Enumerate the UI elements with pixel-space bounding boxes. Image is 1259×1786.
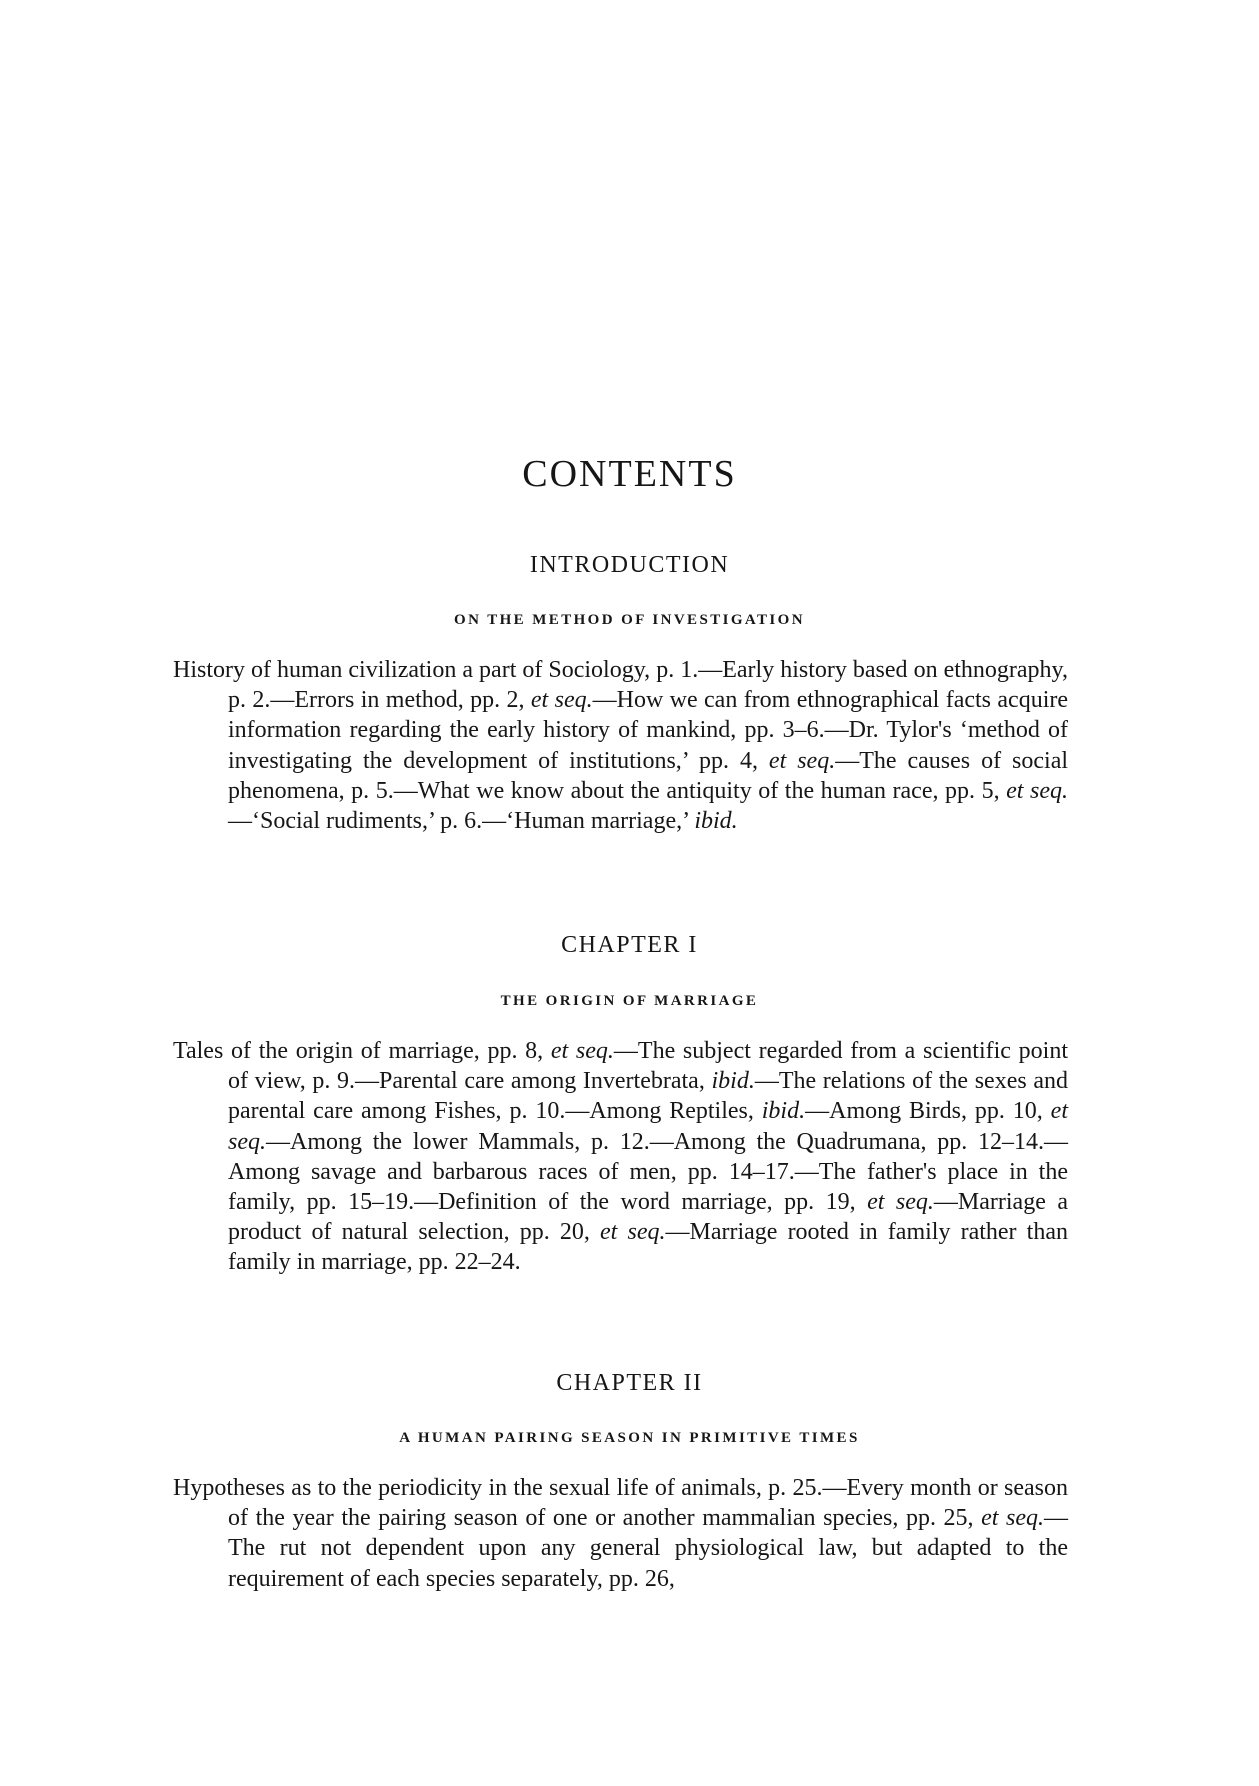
section-summary-chapter-2 (173, 1473, 1068, 1594)
summary-text: —The relations of the sexes and parental care among Fishes, p. 10.—Among Reptiles, (228, 1068, 1068, 1125)
italic-abbreviation: et seq. (228, 1098, 1068, 1155)
summary-text: —The rut not dependent upon any general physiological law, but adapted to the requirement of each species separately, pp. 26, (228, 1505, 1068, 1592)
italic-abbreviation: et seq. (768, 747, 836, 774)
summary-text: —Among the lower Mammals, p. 12.—Among the Quadrumana, pp. 12–14.—Among savage and barbarous races of men, pp. 14–17.—The father's place in the family, pp. 15–19.—Definition of the word marriage, pp. 19, (228, 1128, 1068, 1216)
summary-text: History of human civilization a part of Sociology, p. 1.—Early history based on ethnography, p. 2.—Errors in method, pp. 2, (173, 657, 1068, 714)
section-summary-introduction (173, 655, 1068, 836)
summary-text: —The causes of social phenomena, p. 5.—What we know about the antiquity of the human race, pp. 5, (228, 747, 1069, 804)
summary-text: —Among Birds, pp. 10, (805, 1098, 1051, 1125)
italic-abbreviation: et seq. (600, 1219, 666, 1246)
section-subheading-chapter-2: A HUMAN PAIRING SEASON IN PRIMITIVE TIMES (399, 1430, 860, 1446)
italic-abbreviation: ibid. (711, 1068, 755, 1095)
italic-abbreviation: et seq. (1006, 777, 1069, 804)
section-heading-introduction: INTRODUCTION (529, 552, 730, 578)
italic-abbreviation: et seq. (867, 1189, 934, 1216)
summary-text: —Marriage rooted in family rather than family in marriage, pp. 22–24. (228, 1219, 1068, 1276)
section-heading-chapter-1: CHAPTER I (561, 932, 698, 958)
summary-text: —The subject regarded from a scientific point of view, p. 9.—Parental care among Invertebrata, (228, 1038, 1068, 1095)
italic-abbreviation: ibid. (761, 1098, 806, 1125)
italic-abbreviation: et seq. (981, 1505, 1044, 1532)
section-subheading-chapter-1: THE ORIGIN OF MARRIAGE (500, 993, 759, 1009)
section-summary-chapter-1 (173, 1036, 1068, 1278)
page-title: CONTENTS (522, 453, 737, 495)
summary-text: —‘Social rudiments,’ p. 6.—‘Human marriage,’ (228, 808, 695, 835)
summary-text: —Marriage a product of natural selection, pp. 20, (228, 1189, 1069, 1246)
summary-text: Hypotheses as to the periodicity in the sexual life of animals, p. 25.—Every month or season of the year the pairing season of one or another mammalian species, pp. 25, (173, 1475, 1068, 1532)
italic-abbreviation: ibid. (694, 808, 738, 835)
italic-abbreviation: et seq. (530, 687, 593, 714)
summary-text: —How we can from ethnographical facts acquire information regarding the early history of mankind, pp. 3–6.—Dr. Tylor's ‘method of investigating the development of institutions,’ pp. 4, (228, 687, 1069, 774)
section-subheading-introduction: ON THE METHOD OF INVESTIGATION (454, 612, 805, 628)
summary-text: Tales of the origin of marriage, pp. 8, (173, 1038, 551, 1064)
section-heading-chapter-2: CHAPTER II (556, 1370, 703, 1396)
italic-abbreviation: et seq. (550, 1038, 614, 1064)
